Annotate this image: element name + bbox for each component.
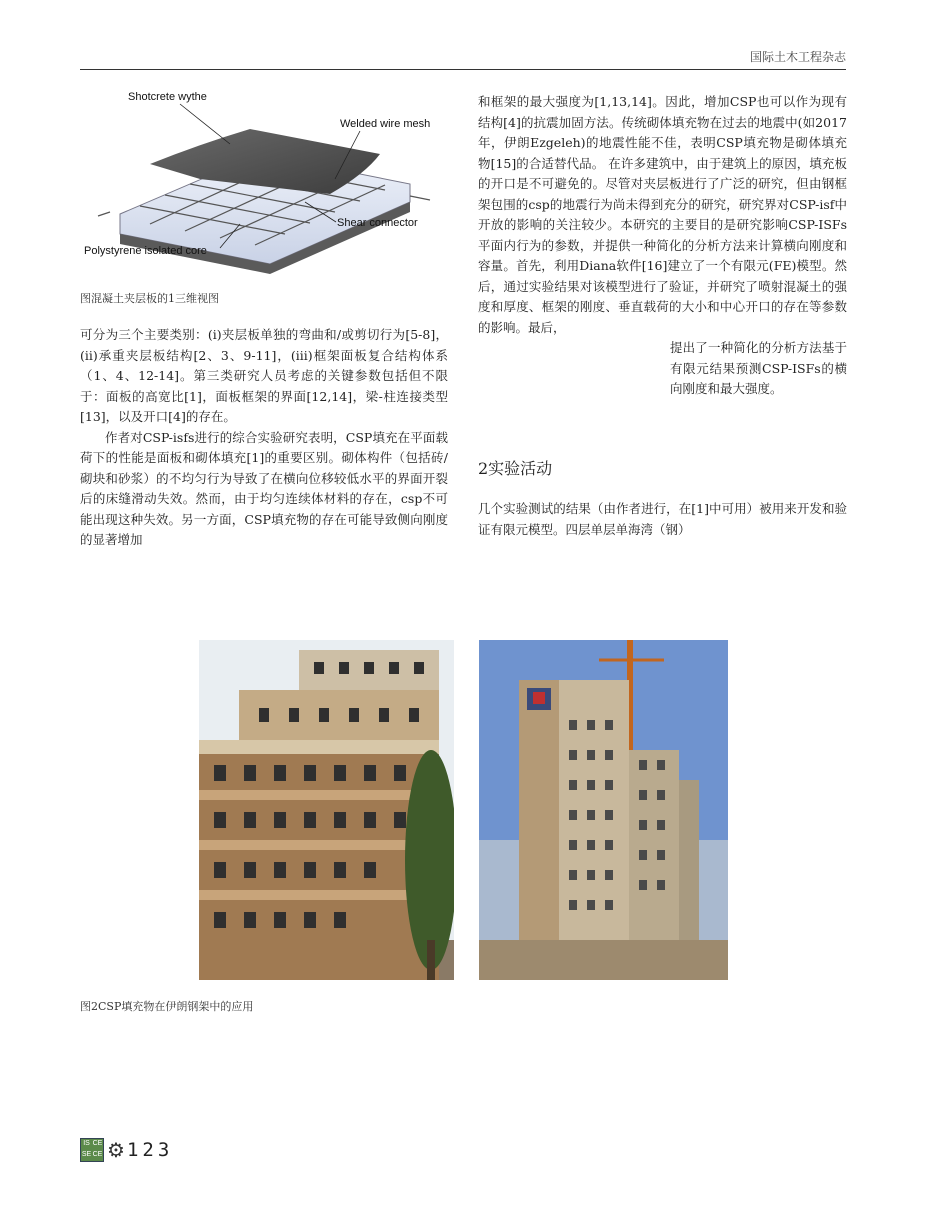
footer: [80, 1138, 173, 1162]
left-paragraph-1: 可分为三个主要类别：(i)夹层板单独的弯曲和/或剪切行为[5-8]，(ii)承重夹层板结构[2、3、9-11]，(iii)框架面板复合结构体系（1、4、12-14]。第三类研究人员考虑的关键参数包括但不限于：面板的高宽比[1]，面板框架的界面[12,14]，梁-柱连接类型[13]，以及开口[4]的存在。: [80, 327, 448, 424]
right-paragraph-1-tail: 提出了一种简化的分析方法基于有限元结果预测CSP-ISFs的横向刚度和最大强度。: [670, 340, 847, 396]
left-column: [80, 325, 448, 551]
header-rule: [80, 69, 846, 70]
label-connector: Shear connector: [337, 217, 418, 229]
figure1-caption: 图混凝土夹层板的1三维视图: [80, 292, 219, 305]
right-column-section2: [478, 499, 847, 540]
right-column: [478, 92, 847, 400]
label-shotcrete: Shotcrete wythe: [128, 91, 207, 103]
label-mesh: Welded wire mesh: [340, 118, 431, 130]
building-photo-left: [199, 640, 454, 980]
journal-logo: IS CE SE CE: [80, 1138, 104, 1162]
label-core: Polystyrene isolated core: [84, 245, 207, 257]
left-paragraph-2: 作者对CSP-isfs进行的综合实验研究表明，CSP填充在平面载荷下的性能是面板和砌体填充[1]的重要区别。砌体构件（包括砖/砌块和砂浆）的不均匀行为导致了在横向位移较低水平的界面开裂后的床缝滑动失效。然而，由于均匀连续体材料的存在，csp不可能出现这种失效。另一方面，CSP填充物的存在可能导致侧向刚度的显著增加: [80, 429, 448, 547]
building-photo-right: [479, 640, 728, 980]
gear-icon: ⚙: [107, 1138, 125, 1162]
right-paragraph-1: [478, 92, 847, 400]
page-number: 123: [126, 1139, 174, 1161]
right-paragraph-2: 几个实验测试的结果（由作者进行，在[1]中可用）被用来开发和验证有限元模型。四层单层单海湾（钢）: [478, 501, 847, 537]
right-paragraph-1-body: 和框架的最大强度为[1,13,14]。因此，增加CSP也可以作为现有结构[4]的抗震加固方法。传统砌体填充物在过去的地震中(如2017年，伊朗Ezgeleh)的地震性能不佳，表明CSP填充物是砌体填充物[15]的合适替代品。 在许多建筑中，由于建筑上的原因，填充板的开口是不可避免的。尽管对夹层板进行了广泛的研究，但由钢框架包围的csp的地震行为尚未得到充分的研究，研究界对CSP-isf中开放的影响的关注较少。本研究的主要目的是研究影响CSP-ISFs平面内行为的参数，并提供一种简化的分析方法来计算横向刚度和容量。首先，利用Diana软件[16]建立了一个有限元(FE)模型。然后，通过实验结果对该模型进行了验证，并研究了喷射混凝土的强度和厚度、框架的刚度、垂直载荷的大小和中心开口的存在等参数的影响。最后，: [478, 94, 847, 335]
section-heading: 2实验活动: [478, 459, 553, 478]
sandwich-panel-figure: [80, 84, 450, 274]
journal-title: 国际土木工程杂志: [749, 50, 846, 64]
figure2-caption: 图2CSP填充物在伊朗钢架中的应用: [80, 1000, 254, 1013]
